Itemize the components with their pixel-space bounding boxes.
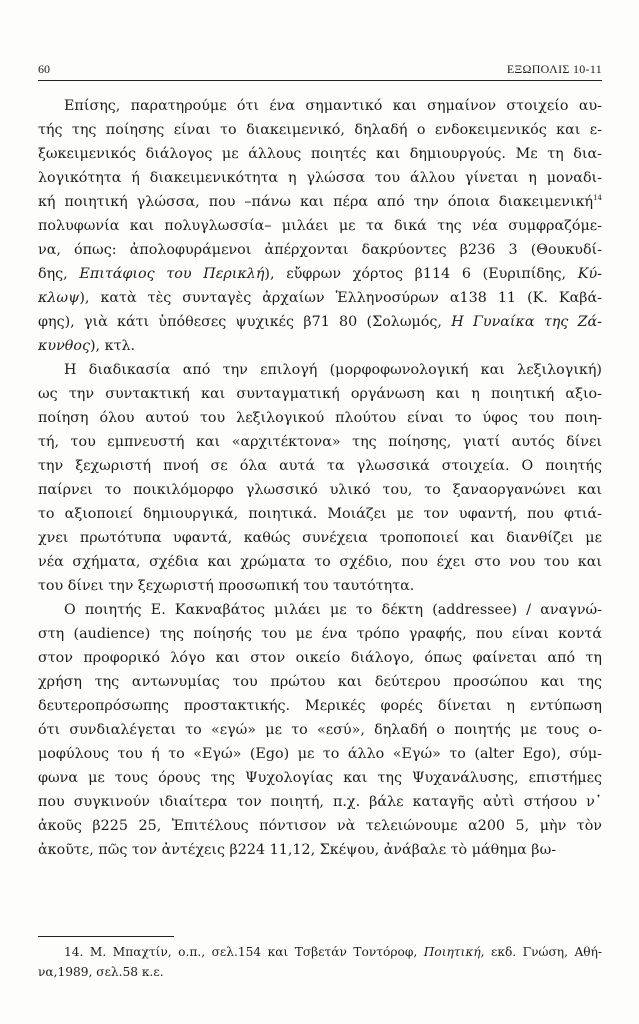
- text-line: χρήση της αντωνυμίας του πρώτου και δεύτερου προσώπου και της: [38, 674, 602, 690]
- text-line: Η διαδικασία από την επιλογή (μορφοφωνολογική και λεξιλογική): [64, 362, 602, 378]
- text-line: ότι συνδιαλέγεται το «εγώ» με το «εσύ», δηλαδή ο ποιητής με τους ο-: [38, 722, 602, 738]
- text-line: ποίηση όλου αυτού του λεξιλογικού πλούτου είναι το ύφος του ποιη-: [38, 410, 602, 426]
- text-line: ως την συντακτική και συνταγματική οργάνωση και η ποιητική αξιο-: [38, 386, 602, 402]
- page-number: 60: [38, 62, 50, 76]
- footnote-line: 14. Μ. Μπαχτίν, ο.π., σελ.154 και Τσβετάν Τοντόροφ, Ποιητική, εκδ. Γνώση, Αθή-: [64, 945, 602, 959]
- text-line: που συγκινούν ιδιαίτερα τον ποιητή, π.χ. βάλε καταγῆς αὐτὶ στήσου ν᾽: [38, 794, 602, 810]
- text-line: δευτεροπρόσωπης προστακτικής. Μερικές φορές δίνεται η εντύπωση: [38, 698, 602, 714]
- running-title: ΕΞΩΠΟΛΙΣ 10-11: [506, 62, 602, 76]
- italic-title: Κύ-: [577, 266, 602, 282]
- text-line: να, όπως: ἀπολοφυράμενοι ἀπέρχονται δακρύοντες β236 3 (Θουκυδί-: [38, 242, 602, 258]
- text-line: τής της ποίησης είναι το διακειμενικό, δηλαδή ο ενδοκειμενικός και ε-: [38, 122, 602, 138]
- text-line: κή ποιητική γλώσσα, που –πάνω και πέρα από την όποια διακειμενική$^{14}$: [38, 194, 602, 210]
- text-line: την ξεχωριστή πνοή σε όλα αυτά τα γλωσσικά στοιχεία. Ο ποιητής: [38, 458, 602, 474]
- text-line: δης, Επιτάφιος του Περικλή), εὔφρων χόρτος β114 6 (Ευριπίδης, Κύ-: [38, 266, 602, 282]
- header-rule: [38, 80, 602, 81]
- text-line: παίρνει το ποικιλόμορφο γλωσσικό υλικό του, το ξαναοργανώνει και: [38, 482, 602, 498]
- text-line: νέα σχήματα, σχέδια και χρώματα το σχέδιο, που έχει στο νου του και: [38, 554, 602, 570]
- text-line: τή, του εμπνευστή και «αρχιτέκτονα» της ποίησης, γιατί αυτός δίνει: [38, 434, 602, 450]
- text-line: Επίσης, παρατηρούμε ότι ένα σημαντικό και σημαίνον στοιχείο αυ-: [64, 98, 602, 114]
- italic-title: κλωψ: [38, 290, 80, 306]
- text-line: του δίνει την ξεχωριστή προσωπική του ταυτότητα.: [38, 578, 415, 594]
- text-line: κυνθος), κτλ.: [38, 338, 136, 354]
- body-text: [38, 94, 602, 862]
- text-line: ξωκειμενικός διάλογος με άλλους ποιητές και δημιουργούς. Με τη δια-: [38, 146, 602, 162]
- text-line: φης), γιὰ κάτι ὑπόθεσες ψυχικές β71 80 (Σολωμός, Η Γυναίκα της Ζά-: [38, 314, 602, 330]
- text-line: πολυφωνία και πολυγλωσσία– μιλάει με τα δικά της νέα συμφραζόμε-: [38, 218, 602, 234]
- text-line: λογικότητα ή διακειμενικότητα η γλώσσα του άλλου γίνεται η μοναδι-: [38, 170, 602, 186]
- italic-title: Η Γυναίκα της Ζά-: [451, 314, 602, 330]
- footnote-rule: [38, 936, 174, 937]
- footnote-line: να,1989, σελ.58 κ.ε.: [38, 965, 164, 979]
- text-line: ἀκοῦς β225 25, Ἐπιτέλους πόντισον νὰ τελειώνουμε α200 5, μὴν τὸν: [38, 818, 602, 834]
- text-line: το αξιοποιεί δημιουργικά, ποιητικά. Μοιάζει με τον υφαντή, που φτιά-: [38, 506, 602, 522]
- text-line: στη (audience) της ποίησής του με ένα τρόπο γραφής, που είναι κοντά: [38, 626, 602, 642]
- text-line: Ο ποιητής Ε. Κακναβάτος μιλάει με το δέκτη (addressee) / αναγνώ-: [64, 602, 602, 618]
- italic-title: κυνθος: [38, 338, 90, 354]
- text-line: φωνα με τους όρους της Ψυχολογίας και της Ψυχανάλυσης, επιστήμες: [38, 770, 602, 786]
- text-line: μοφύλους του ή το «Εγώ» (Ego) με το άλλο «Εγώ» το (alter Ego), σύμ-: [38, 746, 602, 762]
- italic-title: Επιτάφιος του Περικλή: [79, 266, 265, 282]
- text-line: κλωψ), κατὰ τὲς συνταγὲς ἀρχαίων Ἑλληνοσύρων α138 11 (Κ. Καβά-: [38, 290, 602, 306]
- italic-title: Ποιητική: [423, 945, 481, 959]
- text-line: ἀκοῦτε, πῶς τον ἀντέχεις β224 11,12, Σκέψου, ἀνάβαλε τὸ μάθημα βω-: [38, 842, 557, 858]
- text-line: στον προφορικό λόγο και στον οικείο διάλογο, όπως φαίνεται από τη: [38, 650, 602, 666]
- text-line: χνει πρωτότυπα υφαντά, καθώς συνέχεια τροποποιεί και διανθίζει με: [38, 530, 602, 546]
- page-header: [38, 62, 602, 78]
- footnote: [38, 942, 602, 982]
- footnote-ref: 14: [593, 194, 602, 203]
